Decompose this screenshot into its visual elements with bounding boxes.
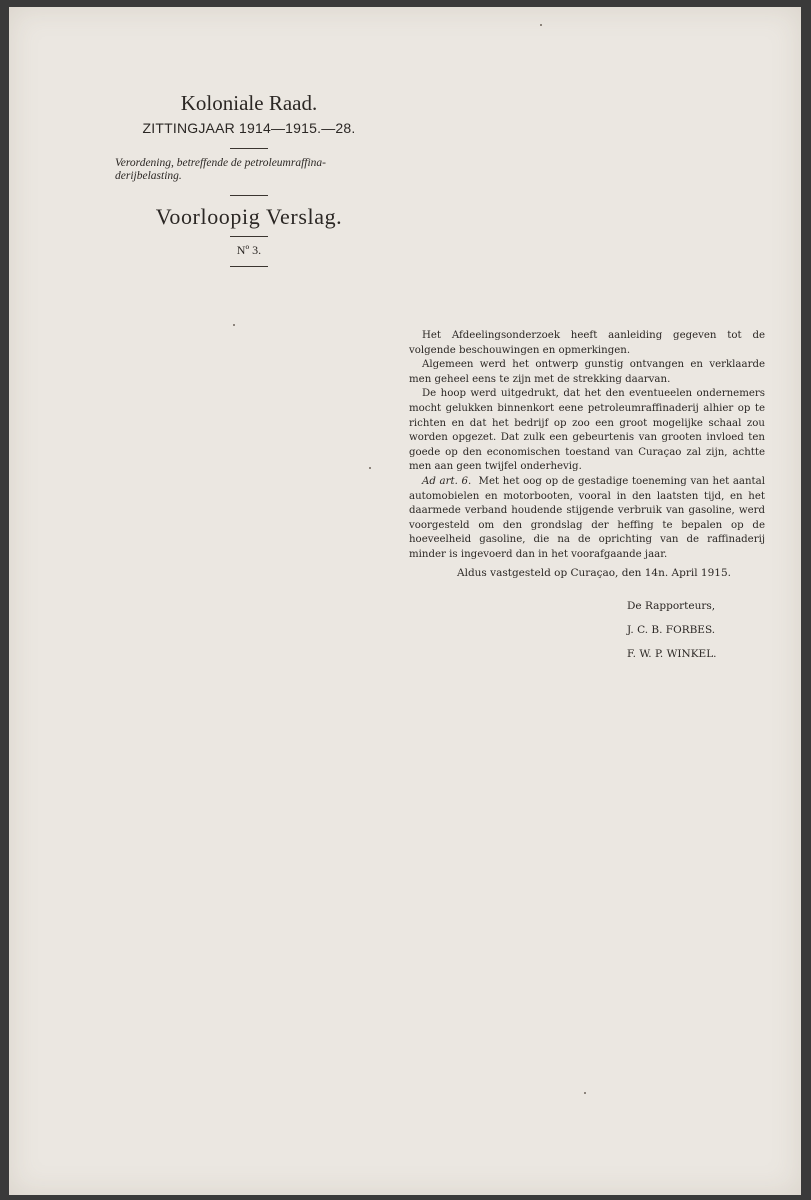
signatory-name: J. C. B. FORBES.: [627, 624, 716, 636]
report-body: [409, 329, 765, 563]
divider: [230, 236, 268, 237]
date-line: Aldus vastgesteld op Curaçao, den 14n. April 1915.: [457, 567, 731, 579]
document-header: [109, 91, 389, 275]
divider: [230, 266, 268, 267]
paper-speck: [584, 1092, 586, 1094]
council-title: Koloniale Raad.: [180, 91, 318, 115]
document-number: Nº 3.: [236, 243, 262, 257]
article-reference: Ad art. 6.: [422, 475, 472, 487]
divider: [230, 148, 268, 149]
paragraph: Algemeen werd het ontwerp gunstig ontvangen en verklaarde men geheel eens te zijn met de strekking daarvan.: [409, 359, 765, 385]
signatory-name: F. W. P. WINKEL.: [627, 648, 717, 660]
paper-speck: [540, 24, 542, 26]
rapporteurs-label: De Rapporteurs,: [627, 600, 716, 612]
report-title: Voorloopig Verslag.: [155, 204, 343, 229]
divider: [230, 195, 268, 196]
paragraph: [409, 475, 765, 563]
paragraph: De hoop werd uitgedrukt, dat het den eventueelen ondernemers mocht gelukken binnenkort eene petroleumraffinaderij alhier op te richten en dat het bedrijf op zoo een groot mogelijke schaal zou worden opgezet. Dat zulk een gebeurtenis van grooten invloed ten goede op den economischen toestand van Curaçao zal zijn, achtte men aan geen twijfel onderhevig.: [409, 388, 765, 473]
paper-speck: [369, 467, 371, 469]
session-line: ZITTINGJAAR 1914—1915.—28.: [142, 120, 356, 136]
paragraph: Het Afdeelingsonderzoek heeft aanleiding gegeven tot de volgende beschouwingen en opmerkingen.: [409, 330, 765, 356]
subject-line: Verordening, betreffende de petroleumraffina-derijbelasting.: [115, 157, 326, 182]
document-page: [9, 7, 801, 1195]
signature-block: [409, 594, 765, 666]
closing-block: [409, 567, 765, 666]
paragraph-text: Met het oog op de gestadige toeneming van het aantal automobielen en motorbooten, vooral in den laatsten tijd, en het daarmede verband houdende stijgende verbruik van gasoline, werd voorgesteld om den grondslag der heffing te bepalen op de hoeveelheid gasoline, die na de oprichting van de raffinaderij minder is ingevoerd dan in het voorafgaande jaar.: [409, 475, 765, 560]
paper-speck: [233, 324, 235, 326]
